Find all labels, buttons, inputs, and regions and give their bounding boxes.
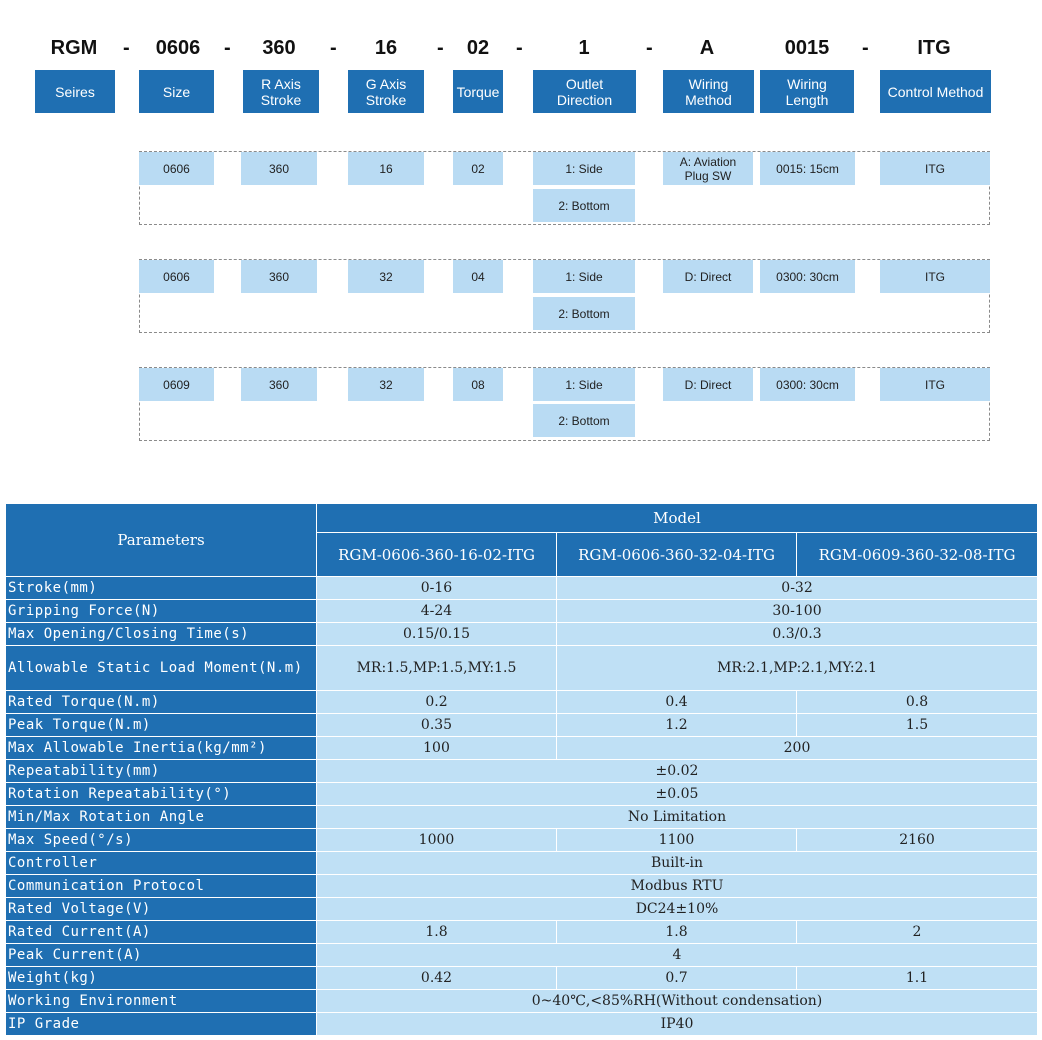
code-g-stroke: 16 (374, 37, 398, 59)
cell-value: MR:1.5,MP:1.5,MY:1.5 (317, 646, 557, 691)
model-name: RGM-0606-360-32-04-ITG (557, 533, 797, 577)
code-wiring: A (699, 37, 715, 59)
code-dash: - (224, 37, 231, 59)
cell-value: 0.7 (557, 967, 797, 990)
cell-value: Modbus RTU (317, 875, 1038, 898)
cell-value: 0-32 (557, 577, 1038, 600)
table-row (6, 829, 1038, 852)
param-label: Gripping Force(N) (6, 600, 317, 623)
code-dash: - (516, 37, 523, 59)
option-control: ITG (880, 260, 990, 293)
param-label: Max Allowable Inertia(kg/mm²) (6, 737, 317, 760)
param-label: Rated Voltage(V) (6, 898, 317, 921)
code-outlet: 1 (578, 37, 590, 59)
param-label: Allowable Static Load Moment(N.m) (6, 646, 317, 691)
table-row (6, 646, 1038, 691)
cell-value: 100 (317, 737, 557, 760)
param-label: Rated Current(A) (6, 921, 317, 944)
cell-value: ±0.02 (317, 760, 1038, 783)
table-row (6, 691, 1038, 714)
code-dash: - (123, 37, 130, 59)
header-control-method: Control Method (880, 70, 991, 113)
code-length: 0015 (784, 37, 830, 59)
param-label: Communication Protocol (6, 875, 317, 898)
option-control: ITG (880, 152, 990, 185)
cell-value: ±0.05 (317, 783, 1038, 806)
cell-value: DC24±10% (317, 898, 1038, 921)
param-label: Stroke(mm) (6, 577, 317, 600)
option-outlet-side: 1: Side (533, 260, 635, 293)
cell-value: 1.8 (317, 921, 557, 944)
table-row (6, 806, 1038, 829)
cell-value: 2160 (797, 829, 1038, 852)
code-torque: 02 (466, 37, 490, 59)
table-row (6, 714, 1038, 737)
cell-value: 0-16 (317, 577, 557, 600)
table-row (6, 760, 1038, 783)
table-row (6, 875, 1038, 898)
header-series: Seires (35, 70, 115, 113)
code-dash: - (646, 37, 653, 59)
option-torque: 04 (453, 260, 503, 293)
code-size: 0606 (155, 37, 201, 59)
header-size: Size (139, 70, 214, 113)
option-length: 0015: 15cm (760, 152, 855, 185)
cell-value: 0.15/0.15 (317, 623, 557, 646)
option-control: ITG (880, 368, 990, 401)
option-outlet-side: 1: Side (533, 152, 635, 185)
option-g-stroke: 16 (348, 152, 424, 185)
cell-value: 0.35 (317, 714, 557, 737)
table-row (6, 898, 1038, 921)
code-r-stroke: 360 (262, 37, 296, 59)
cell-value: MR:2.1,MP:2.1,MY:2.1 (557, 646, 1038, 691)
cell-value: 1.2 (557, 714, 797, 737)
option-r-stroke: 360 (241, 152, 317, 185)
option-wiring: A: Aviation Plug SW (663, 152, 753, 185)
option-length: 0300: 30cm (760, 368, 855, 401)
option-torque: 08 (453, 368, 503, 401)
param-label: Repeatability(mm) (6, 760, 317, 783)
param-label: Peak Current(A) (6, 944, 317, 967)
table-row (6, 783, 1038, 806)
header-r-axis-stroke: R Axis Stroke (243, 70, 319, 113)
code-dash: - (330, 37, 337, 59)
option-r-stroke: 360 (241, 368, 317, 401)
param-label: Working Environment (6, 990, 317, 1013)
param-label: IP Grade (6, 1013, 317, 1036)
cell-value: 0.4 (557, 691, 797, 714)
option-torque: 02 (453, 152, 503, 185)
table-row (6, 1013, 1038, 1036)
param-label: Rated Torque(N.m) (6, 691, 317, 714)
param-label: Max Speed(°/s) (6, 829, 317, 852)
param-label: Min/Max Rotation Angle (6, 806, 317, 829)
spec-table (5, 503, 1038, 1036)
header-g-axis-stroke: G Axis Stroke (348, 70, 424, 113)
parameters-header: Parameters (6, 504, 317, 577)
option-size: 0606 (139, 152, 214, 185)
param-label: Max Opening/Closing Time(s) (6, 623, 317, 646)
param-label: Controller (6, 852, 317, 875)
option-size: 0606 (139, 260, 214, 293)
cell-value: 200 (557, 737, 1038, 760)
table-row (6, 944, 1038, 967)
option-outlet-bottom: 2: Bottom (533, 404, 635, 437)
option-r-stroke: 360 (241, 260, 317, 293)
cell-value: 0.3/0.3 (557, 623, 1038, 646)
table-row (6, 990, 1038, 1013)
param-label: Rotation Repeatability(°) (6, 783, 317, 806)
cell-value: 0.8 (797, 691, 1038, 714)
header-wiring-length: Wiring Length (760, 70, 854, 113)
table-row (6, 623, 1038, 646)
option-outlet-side: 1: Side (533, 368, 635, 401)
cell-value: 0.2 (317, 691, 557, 714)
option-outlet-bottom: 2: Bottom (533, 189, 635, 222)
table-row (6, 577, 1038, 600)
header-wiring-method: Wiring Method (663, 70, 754, 113)
option-g-stroke: 32 (348, 260, 424, 293)
cell-value: Built-in (317, 852, 1038, 875)
option-length: 0300: 30cm (760, 260, 855, 293)
table-row (6, 967, 1038, 990)
cell-value: 30-100 (557, 600, 1038, 623)
param-label: Weight(kg) (6, 967, 317, 990)
option-outlet-bottom: 2: Bottom (533, 297, 635, 330)
table-row (6, 737, 1038, 760)
option-wiring: D: Direct (663, 260, 753, 293)
option-size: 0609 (139, 368, 214, 401)
model-header: Model (317, 504, 1038, 533)
cell-value: IP40 (317, 1013, 1038, 1036)
cell-value: 0.42 (317, 967, 557, 990)
cell-value: 1.1 (797, 967, 1038, 990)
code-dash: - (437, 37, 444, 59)
code-series: RGM (50, 37, 98, 59)
model-name: RGM-0609-360-32-08-ITG (797, 533, 1038, 577)
cell-value: 1000 (317, 829, 557, 852)
cell-value: 1.5 (797, 714, 1038, 737)
cell-value: No Limitation (317, 806, 1038, 829)
table-row (6, 921, 1038, 944)
param-label: Peak Torque(N.m) (6, 714, 317, 737)
cell-value: 1.8 (557, 921, 797, 944)
option-g-stroke: 32 (348, 368, 424, 401)
cell-value: 4 (317, 944, 1038, 967)
table-row (6, 852, 1038, 875)
header-torque: Torque (453, 70, 503, 113)
table-row (6, 600, 1038, 623)
option-wiring: D: Direct (663, 368, 753, 401)
header-outlet-direction: Outlet Direction (533, 70, 636, 113)
model-name: RGM-0606-360-16-02-ITG (317, 533, 557, 577)
code-control: ITG (917, 37, 951, 59)
cell-value: 2 (797, 921, 1038, 944)
cell-value: 4-24 (317, 600, 557, 623)
code-dash: - (862, 37, 869, 59)
cell-value: 0~40℃,<85%RH(Without condensation) (317, 990, 1038, 1013)
cell-value: 1100 (557, 829, 797, 852)
